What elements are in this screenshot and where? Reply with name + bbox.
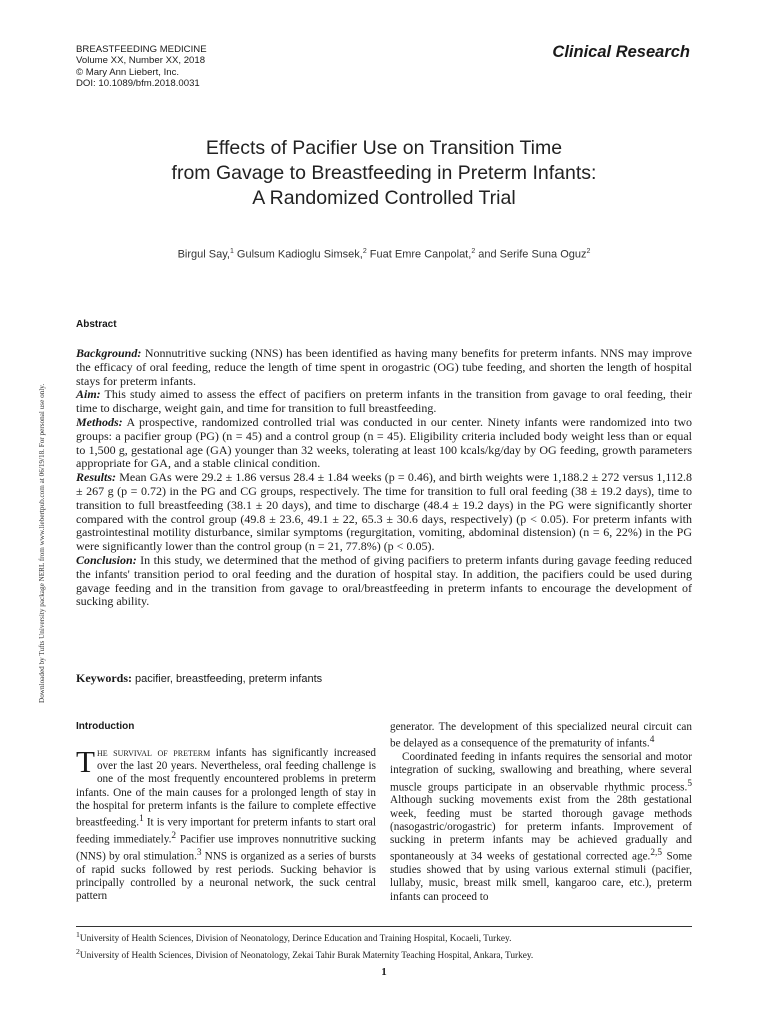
- section-label: Clinical Research: [552, 43, 690, 61]
- intro-text: infants has significantly increased over the last 20 years. Nevertheless, oral feeding challenge is one of the most frequently encountered problems in preterm infants. One of the main causes for a prolonged length of stay in the hospital for preterm infants is the failure to complete effective breastfeeding.: [76, 747, 376, 829]
- affiliation-text: University of Health Sciences, Division of Neonatology, Zekai Tahir Burak Maternity Teaching Hospital, Ankara, Turkey.: [79, 950, 534, 961]
- conclusion-text: In this study, we determined that the method of giving pacifiers to preterm infants during gavage feeding reduced the infants' transition period to oral feeding and the duration of hospital stay. In addition, the pacifiers could be used during gavage feeding and in the transition from gavage to oral/breastfeeding in preterm infants to encourage the development of sucking ability.: [76, 552, 692, 609]
- results-text: Mean GAs were 29.2 ± 1.86 versus 28.4 ± 1.84 weeks (p = 0.46), and birth weights were 1,188.2 ± 272 versus 1,112.8 ± 267 g (p = 0.72) in the PG and CG groups, respectively. The time for transition to full oral feeding (38 ± 19.2 days), time to transition to full breastfeeding (38.1 ± 20 days), and time to discharge (48.4 ± 19.2 days) in the PG were significantly shorter compared with the control group (49.8 ± 23.6, 49.1 ± 22, 65.3 ± 30.6 days, respectively) (p < 0.05). For preterm infants with gastrointestinal motility disturbance, similar symptoms (regurgitation, vomiting, abdominal distension) (n = 6, 22%) in the PG were significantly lower than the control group (n = 21, 77.8%) (p < 0.05).: [76, 470, 692, 554]
- journal-doi[interactable]: DOI: 10.1089/bfm.2018.0031: [76, 78, 200, 90]
- author-list: [0, 248, 768, 261]
- journal-info: [76, 44, 207, 90]
- affiliation-number: 1: [76, 930, 80, 939]
- abstract-aim: [76, 388, 692, 416]
- background-text: Nonnutritive sucking (NNS) has been identified as having many benefits for preterm infants. NNS may improve the efficacy of oral feeding, reduce the length of time spent in orogastric (OG) tube feeding, and shorten the length of hospital stays for preterm infants.: [76, 346, 692, 388]
- drop-cap: T: [76, 744, 95, 779]
- aim-text: This study aimed to assess the effect of pacifiers on preterm infants in the transition from gavage to oral feeding, their time to discharge, weight gain, and time for transition to full breastfeeding.: [76, 387, 692, 416]
- intro-right-column: [390, 721, 692, 904]
- author-name: Birgul Say,: [177, 248, 230, 261]
- author-name: and Serife Suna Oguz: [475, 248, 587, 261]
- methods-text: A prospective, randomized controlled trial was conducted in our center. Ninety infants were randomized into two groups: a pacifier group (PG) (n = 45) and a control group (n = 45). Eligibility criteria included body weight less than or equal to 1,500 g, gestational age (GA) younger than 32 weeks, tolerating at least 100 kcals/kg/day by OG feeding, growth parameters appropriate for GA, and a stable clinical condition.: [76, 414, 692, 471]
- author-affiliation-ref: 1: [229, 248, 234, 255]
- paper-title: [0, 136, 768, 211]
- title-line-1: Effects of Pacifier Use on Transition Time: [205, 137, 563, 159]
- author-affiliation-ref: 2: [586, 248, 591, 255]
- intro-left-column: [76, 744, 376, 903]
- intro-text: Pacifier use improves nonnutritive sucking (NNS) by oral stimulation.: [76, 833, 376, 863]
- methods-label: Methods:: [76, 414, 123, 429]
- title-line-3: A Randomized Controlled Trial: [252, 187, 516, 209]
- citation-ref[interactable]: 1: [139, 814, 144, 825]
- author-name: Fuat Emre Canpolat,: [366, 248, 472, 261]
- author-name: Gulsum Kadioglu Simsek,: [233, 248, 363, 261]
- keywords: [76, 671, 322, 686]
- affiliations: [76, 929, 696, 962]
- background-label: Background:: [76, 346, 142, 360]
- affiliation-number: 2: [76, 946, 80, 956]
- author-affiliation-ref: 2: [471, 248, 476, 255]
- abstract-body: [76, 347, 692, 609]
- abstract-results: [76, 471, 692, 554]
- abstract-background: [76, 347, 692, 388]
- download-notice-text: Downloaded by Tufts University package NERL from www.liebertpub.com at 06/19/18. For personal use only.: [38, 383, 46, 703]
- results-label: Results:: [76, 470, 117, 485]
- citation-ref[interactable]: 3: [196, 847, 202, 858]
- aim-label: Aim:: [76, 387, 101, 402]
- intro-paragraph: [390, 721, 692, 751]
- journal-copyright: © Mary Ann Liebert, Inc.: [76, 66, 180, 78]
- intro-paragraph: [76, 744, 376, 903]
- abstract-heading: Abstract: [76, 319, 117, 330]
- citation-ref[interactable]: 4: [649, 735, 655, 746]
- intro-smallcaps: he survival of preterm: [96, 747, 211, 759]
- author-affiliation-ref: 2: [362, 248, 367, 255]
- affiliation: [76, 929, 696, 946]
- conclusion-label: Conclusion:: [76, 552, 137, 567]
- abstract-conclusion: [76, 554, 692, 609]
- keywords-label: Keywords:: [76, 671, 132, 685]
- footnote-divider: [76, 926, 692, 927]
- page-number: 1: [381, 966, 387, 978]
- intro-text: Some studies showed that by using various external stimuli (pacifier, lullaby, music, breast milk smell, kangaroo care, etc.), preterm infants can proceed to: [390, 851, 693, 903]
- keywords-value: pacifier, breastfeeding, preterm infants: [132, 673, 323, 685]
- intro-text: NNS is organized as a series of bursts of rapid sucks followed by rest periods. Sucking behavior is principally controlled by a neuronal network, the suck central pattern: [76, 850, 376, 903]
- intro-text: generator. The development of this specialized neural circuit can be delayed as a consequence of the prematurity of infants.: [390, 721, 692, 750]
- intro-text: It is very important for preterm infants to start oral feeding immediately.: [76, 816, 376, 846]
- citation-ref[interactable]: 2,5: [650, 848, 663, 859]
- title-line-2: from Gavage to Breastfeeding in Preterm Infants:: [171, 162, 597, 184]
- intro-text: Although sucking movements exist from the 28th gestational week, feeding must be started thorough gavage methods (nasogastric/orogastric) for preterm infants. Improvement of sucking in preterm infants may be achieved gradually and spontaneously at 34 weeks of gestational corrected age.: [390, 794, 692, 864]
- journal-volume: Volume XX, Number XX, 2018: [76, 55, 206, 67]
- intro-paragraph: [390, 751, 692, 904]
- abstract-methods: [76, 416, 692, 471]
- citation-ref[interactable]: 2: [171, 830, 177, 841]
- download-notice: [38, 313, 48, 703]
- journal-name: BREASTFEEDING MEDICINE: [76, 44, 207, 55]
- citation-ref[interactable]: 5: [687, 778, 692, 789]
- affiliation: [76, 946, 696, 963]
- intro-text: Coordinated feeding in infants requires the sensorial and motor integration of sucking, swallowing and breathing, where several muscle groups participate in an observable rhythmic process.: [390, 751, 692, 794]
- affiliation-text: University of Health Sciences, Division of Neonatology, Derince Education and Training Hospital, Kocaeli, Turkey.: [79, 934, 512, 945]
- introduction-heading: Introduction: [76, 721, 135, 732]
